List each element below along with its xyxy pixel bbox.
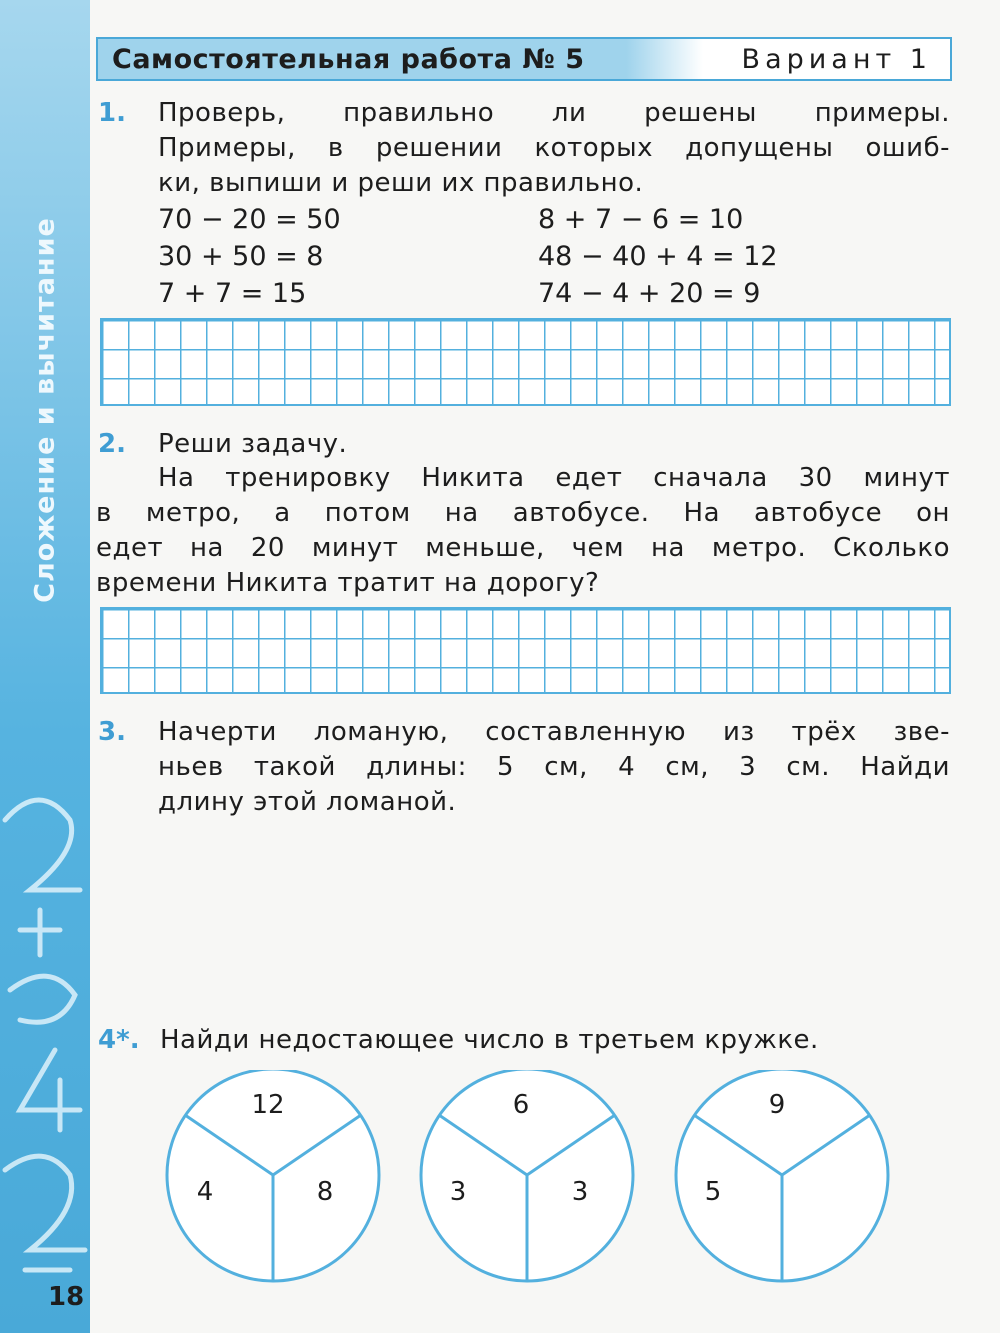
circle-2 — [421, 1070, 633, 1281]
task-2-text-line: Реши задачу. — [158, 429, 348, 459]
equation: 7 + 7 = 15 — [158, 278, 307, 309]
circle-3-left: 5 — [704, 1177, 722, 1207]
page-number: 18 — [48, 1282, 85, 1312]
sidebar — [0, 0, 90, 1333]
header-band — [96, 37, 952, 81]
circle-3-top: 9 — [768, 1090, 786, 1120]
work-title: Самостоятельная работа № 5 — [112, 44, 585, 75]
circle-2-right: 3 — [571, 1177, 589, 1207]
circle-1-top: 12 — [251, 1090, 285, 1120]
decorative-numbers-pattern — [0, 780, 90, 1300]
circle-1-right: 8 — [316, 1177, 334, 1207]
circles-puzzle — [150, 1070, 900, 1290]
task-3-text-line: ньев такой длины: 5 см, 4 см, 3 см. Найди — [158, 752, 950, 782]
task-2-text-line: времени Никита тратит на дорогу? — [96, 568, 600, 598]
task-3-text-line: Начерти ломаную, составленную из трёх зве- — [158, 717, 950, 747]
circle-3 — [676, 1070, 888, 1281]
circle-1 — [167, 1070, 379, 1281]
circle-1-left: 4 — [196, 1177, 214, 1207]
task-2-text-line: едет на 20 минут меньше, чем на метро. Сколько — [96, 533, 950, 563]
equation: 8 + 7 − 6 = 10 — [538, 204, 744, 235]
task-4-text: Найди недостающее число в третьем кружке. — [160, 1025, 819, 1055]
equation: 30 + 50 = 8 — [158, 241, 324, 272]
equation: 74 − 4 + 20 = 9 — [538, 278, 761, 309]
task-2-text-line: На тренировку Никита едет сначала 30 минут — [158, 463, 950, 493]
task-1-number: 1. — [98, 98, 126, 128]
answer-grid-1[interactable] — [100, 318, 951, 406]
task-2-text-line: в метро, а потом на автобусе. На автобусе он — [96, 498, 950, 528]
variant-label: Вариант 1 — [741, 44, 932, 75]
task-2-number: 2. — [98, 429, 126, 459]
equation: 48 − 40 + 4 = 12 — [538, 241, 778, 272]
task-1-text-line: Проверь, правильно ли решены примеры. — [158, 98, 950, 128]
circle-2-left: 3 — [449, 1177, 467, 1207]
section-title: Сложение и вычитание — [29, 217, 61, 603]
answer-grid-2[interactable] — [100, 607, 951, 694]
equation: 70 − 20 = 50 — [158, 204, 341, 235]
task-4-number: 4*. — [98, 1025, 140, 1055]
task-3-text-line: длину этой ломаной. — [158, 787, 457, 817]
task-1-text-line: ки, выпиши и реши их правильно. — [158, 168, 644, 198]
task-1-text-line: Примеры, в решении которых допущены ошиб- — [158, 133, 950, 163]
task-3-number: 3. — [98, 717, 126, 747]
circle-2-top: 6 — [512, 1090, 530, 1120]
